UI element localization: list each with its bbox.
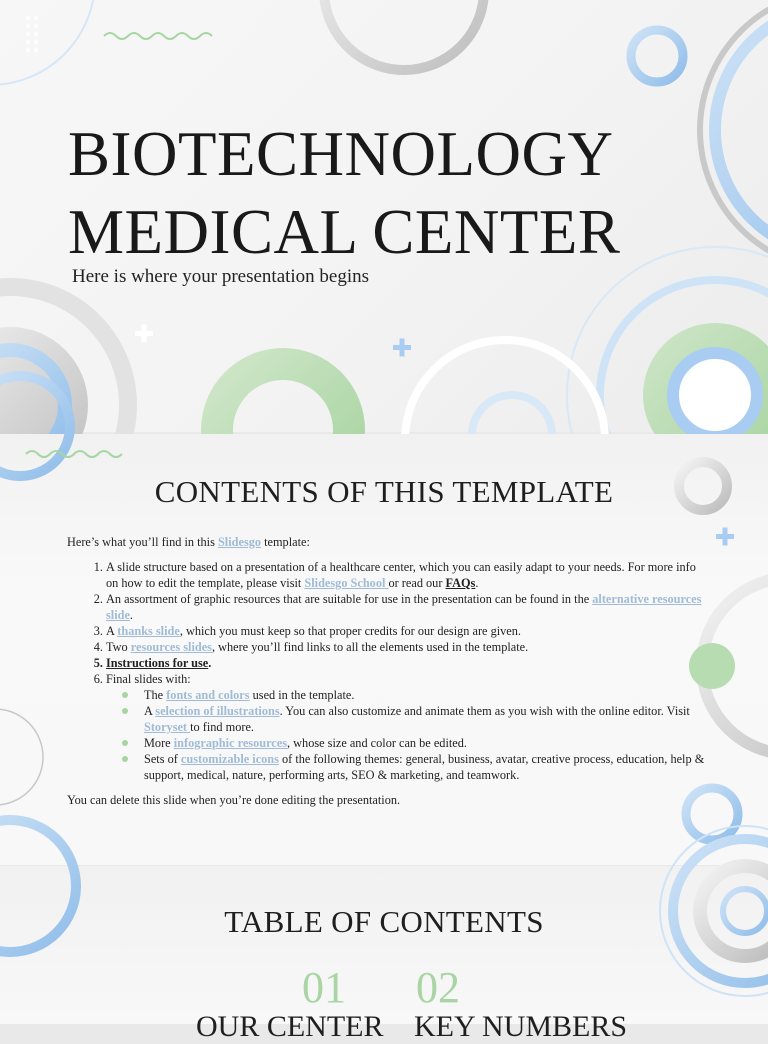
resources-slides-link[interactable]: resources slides: [130, 640, 212, 654]
slidesgo-school-link[interactable]: Slidesgo School: [304, 576, 389, 590]
contents-body[interactable]: [67, 534, 707, 808]
wave-shape: [26, 451, 122, 457]
plus-icon: [716, 528, 734, 546]
slidesgo-link[interactable]: Slidesgo: [217, 535, 262, 549]
infographic-link[interactable]: infographic resources: [173, 736, 288, 750]
section-title-1: OUR CENTER: [196, 1010, 384, 1043]
list-item: 4. Two resources slides, where you’ll find links to all the elements used in the template.: [106, 639, 707, 655]
plus-icon: [135, 325, 153, 343]
sub-list-item: A selection of illustrations. You can also customize and animate them as you wish with the online editor. Visit Storyset to find more.: [144, 703, 707, 735]
contents-list: [67, 559, 707, 783]
outro-text: You can delete this slide when you’re done editing the presentation.: [67, 793, 401, 807]
ring-shape: [715, 5, 768, 255]
sub-list-item: Sets of customizable icons of the following themes: general, business, avatar, creative process, education, help & support, medical, nature, performing arts, SEO & marketing, and teamwork.: [144, 751, 707, 783]
list-item: 5. Instructions for use.: [106, 655, 707, 671]
slide-title-heading[interactable]: BIOTECHNOLOGY MEDICAL CENTER: [68, 119, 621, 267]
intro-text: Here’s what you’ll find in this Slidesgo template:: [67, 535, 310, 549]
contents-title[interactable]: CONTENTS OF THIS TEMPLATE: [154, 474, 614, 509]
section-number-2: 02: [416, 963, 460, 1012]
storyset-link[interactable]: Storyset: [144, 720, 191, 734]
list-item: 1. A slide structure based on a presentation of a healthcare center, which you can easily adapt to your needs. For more info on how to edit the template, please visit Slidesgo School or read our FAQs.: [106, 559, 707, 591]
thanks-slide-link[interactable]: thanks slide: [117, 624, 180, 638]
slide-table-of-contents[interactable]: [0, 866, 768, 1043]
fonts-colors-link[interactable]: fonts and colors: [166, 688, 250, 702]
alternative-resources-link[interactable]: alternative resources slide: [106, 592, 702, 622]
section-number-1: 01: [302, 963, 346, 1012]
section-title-2: KEY NUMBERS: [414, 1010, 628, 1043]
dot-grid-icon: [26, 16, 38, 52]
list-item: 6. Final slides with: The fonts and colors used in the template. A selection of illustrations. You can also customize and animate them as you wish with the online editor. Visit Storyset to find more. More infographic resources, whose size and color can be edited. Sets of customizable icons of the following themes: general, business, avatar, creative process, education, help & support, medical, nature, performing arts, SEO & marketing, and teamwork.: [106, 671, 707, 783]
instructions-link[interactable]: Instructions for use: [106, 656, 209, 670]
ring-shape: [0, 709, 43, 805]
list-item: 3. A thanks slide, which you must keep so that proper credits for our design are given.: [106, 623, 707, 639]
decoration-shapes: [0, 866, 768, 1024]
slide-subtitle[interactable]: Here is where your presentation begins: [72, 266, 370, 287]
slide-contents[interactable]: [0, 434, 768, 865]
sub-list: [106, 687, 707, 783]
slide-title[interactable]: [0, 0, 768, 432]
arc-shape: [0, 0, 95, 85]
icons-link[interactable]: customizable icons: [180, 752, 279, 766]
list-item: 2. An assortment of graphic resources that are suitable for use in the presentation can be found in the alternative resources slide.: [106, 591, 707, 623]
ring-shape: [324, 0, 484, 70]
faqs-link[interactable]: FAQs: [445, 576, 476, 590]
illustrations-link[interactable]: selection of illustrations: [155, 704, 280, 718]
plus-icon: [393, 339, 411, 357]
ring-shape: [673, 353, 757, 437]
ring-shape: [631, 30, 683, 82]
sub-list-item: More infographic resources, whose size and color can be edited.: [144, 735, 707, 751]
wave-shape: [104, 33, 212, 39]
toc-title[interactable]: TABLE OF CONTENTS: [224, 904, 544, 939]
sub-list-item: The fonts and colors used in the template.: [144, 687, 707, 703]
